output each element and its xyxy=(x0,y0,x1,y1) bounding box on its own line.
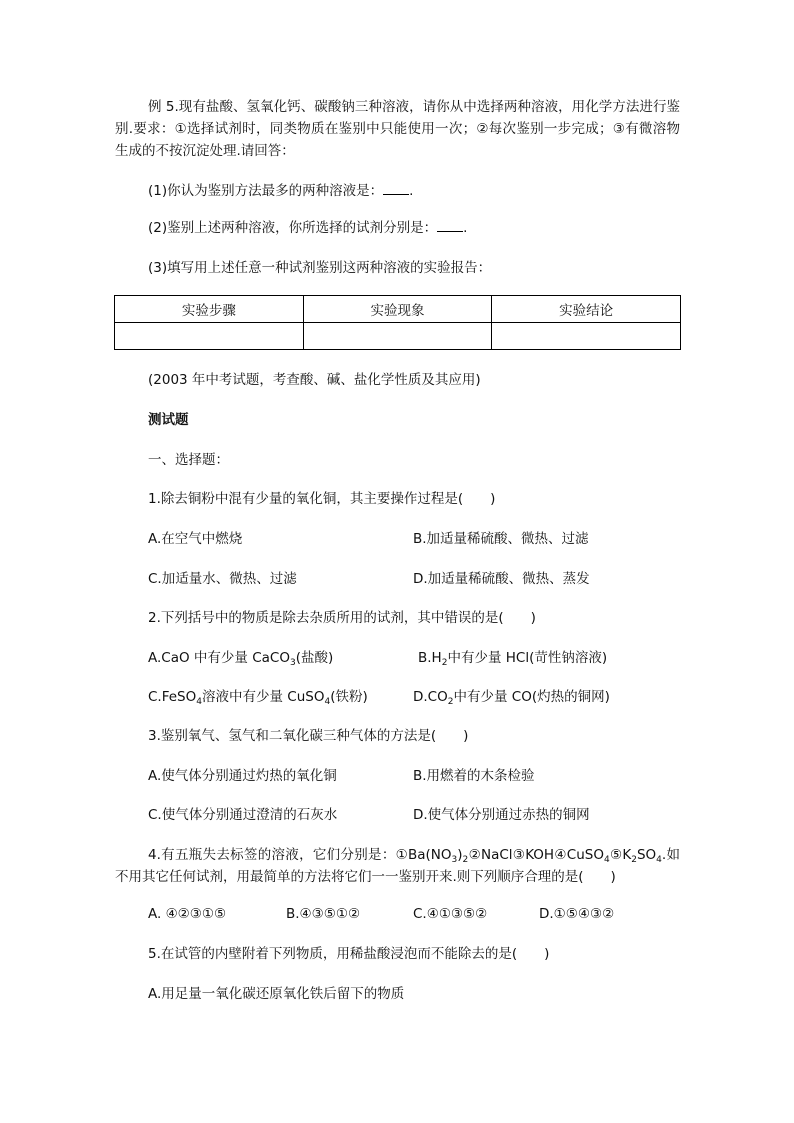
empty-cell xyxy=(492,323,681,350)
source-note: (2003 年中考试题，考查酸、碱、盐化学性质及其应用) xyxy=(148,372,481,388)
period: . xyxy=(463,220,468,236)
text: 4.有五瓶失去标签的溶液，它们分别是：①Ba(NO xyxy=(148,847,452,863)
section-title: 测试题 xyxy=(148,412,189,428)
question-5-option-a: A.用足量一氧化碳还原氧化铁后留下的物质 xyxy=(148,986,405,1002)
question-text: (1)你认为鉴别方法最多的两种溶液是： xyxy=(148,183,384,199)
period: . xyxy=(409,183,414,199)
answer-blank xyxy=(383,182,409,195)
question-1-stem: 1.除去铜粉中混有少量的氧化铜，其主要操作过程是( ) xyxy=(148,491,496,507)
question-3-option-b: B.用燃着的木条检验 xyxy=(413,768,535,784)
question-1-option-d: D.加适量稀硫酸、微热、蒸发 xyxy=(413,571,590,587)
text: 溶液中有少量 CuSO xyxy=(201,689,325,705)
text: 中有少量 HCl(苛性钠溶液) xyxy=(447,650,608,666)
subscript: 2 xyxy=(447,697,454,707)
question-3-option-c: C.使气体分别通过澄清的石灰水 xyxy=(148,807,338,823)
text: ②NaCl③KOH④CuSO xyxy=(468,847,604,863)
question-4-stem xyxy=(115,844,680,888)
example-5-paragraph: 例 5.现有盐酸、氢氧化钙、碳酸钠三种溶液，请你从中选择两种溶液，用化学方法进行鉴别.要求：①选择试剂时，同类物质在鉴别中只能使用一次；②每次鉴别一步完成；③有微溶物生成的不按沉淀处理.请回答： xyxy=(115,99,680,159)
text: (铁粉) xyxy=(330,689,368,705)
question-4-option-a: A. ④②③①⑤ xyxy=(148,906,227,922)
subscript: 3 xyxy=(289,658,296,668)
text: ⑤K xyxy=(609,847,632,863)
question-2-option-d xyxy=(413,687,610,707)
text: D.CO xyxy=(413,689,448,705)
header-conclusion: 实验结论 xyxy=(492,296,681,323)
question-5-stem: 5.在试管的内壁附着下列物质，用稀盐酸浸泡而不能除去的是( ) xyxy=(148,946,550,962)
text: SO xyxy=(636,847,657,863)
empty-cell xyxy=(303,323,492,350)
question-1-option-c: C.加适量水、微热、过滤 xyxy=(148,571,297,587)
question-4-option-d: D.①⑤④③② xyxy=(539,906,615,922)
question-2-stem: 2.下列括号中的物质是除去杂质所用的试剂，其中错误的是( ) xyxy=(148,610,536,626)
text: .如不用其它任何试剂，用最简单的方法将它们一一鉴别开来.则下列顺序合理的是( ) xyxy=(115,847,680,885)
text: B.H xyxy=(418,650,442,666)
subscript: 4 xyxy=(656,855,662,865)
part-title: 一、选择题： xyxy=(148,452,229,468)
question-1-option-b: B.加适量稀硫酸、微热、过滤 xyxy=(413,531,589,547)
question-1-option-a: A.在空气中燃烧 xyxy=(148,531,243,547)
question-4-option-c: C.④①③⑤② xyxy=(413,906,488,922)
subscript: 4 xyxy=(196,697,202,707)
example-5-question-1 xyxy=(148,181,413,201)
experiment-report-table xyxy=(114,295,681,350)
question-3-option-a: A.使气体分别通过灼热的氧化铜 xyxy=(148,768,337,784)
example-5-question-3: (3)填写用上述任意一种试剂鉴别这两种溶液的实验报告： xyxy=(148,260,492,276)
text: C.FeSO xyxy=(148,689,197,705)
subscript: 4 xyxy=(324,697,331,707)
subscript: 2 xyxy=(631,855,637,865)
question-3-stem: 3.鉴别氧气、氢气和二氧化碳三种气体的方法是( ) xyxy=(148,728,469,744)
header-step: 实验步骤 xyxy=(115,296,304,323)
text: A.CaO 中有少量 CaCO xyxy=(148,650,290,666)
question-2-option-c xyxy=(148,687,368,707)
question-2-option-b xyxy=(418,648,607,668)
subscript: 2 xyxy=(441,658,448,668)
text: (盐酸) xyxy=(295,650,334,666)
subscript: 4 xyxy=(603,855,610,865)
question-2-option-a xyxy=(148,648,333,668)
subscript: 2 xyxy=(462,855,469,865)
question-text: (2)鉴别上述两种溶液，你所选择的试剂分别是： xyxy=(148,220,438,236)
text: 中有少量 CO(灼热的铜网) xyxy=(453,689,610,705)
text: ) xyxy=(457,847,463,863)
question-4-option-b: B.④③⑤①② xyxy=(286,906,361,922)
table-header-row xyxy=(115,296,681,323)
empty-cell xyxy=(115,323,304,350)
table-row xyxy=(115,323,681,350)
answer-blank xyxy=(437,219,463,232)
header-phenomenon: 实验现象 xyxy=(303,296,492,323)
example-5-question-2 xyxy=(148,218,467,238)
question-3-option-d: D.使气体分别通过赤热的铜网 xyxy=(413,807,590,823)
subscript: 3 xyxy=(451,855,458,865)
